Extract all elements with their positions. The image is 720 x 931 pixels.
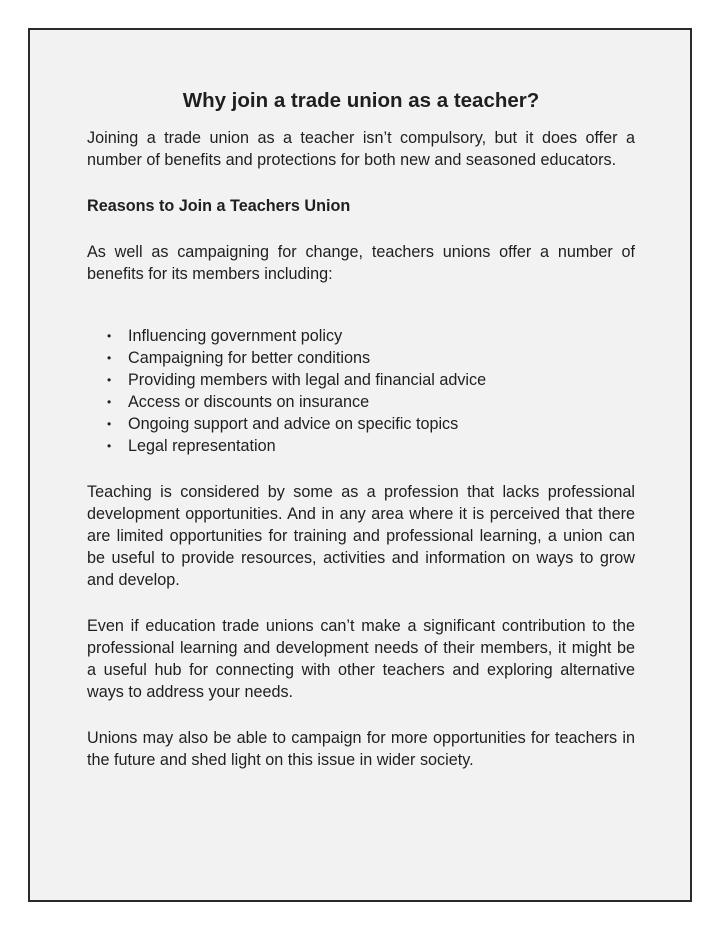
bullet-icon: • (107, 395, 112, 409)
benefits-lead-paragraph: As well as campaigning for change, teachers unions offer a number of benefits for its members including: (87, 243, 635, 283)
list-item-text: Influencing government policy (128, 327, 343, 345)
list-item (107, 369, 635, 391)
bullet-icon: • (107, 351, 112, 365)
list-item (107, 325, 635, 347)
bullet-icon: • (107, 439, 112, 453)
list-item-text: Campaigning for better conditions (128, 349, 371, 367)
section-heading: Reasons to Join a Teachers Union (87, 197, 351, 215)
list-item (107, 391, 635, 413)
list-item-text: Providing members with legal and financial advice (128, 371, 487, 389)
list-item-text: Legal representation (128, 437, 276, 455)
list-item (107, 347, 635, 369)
list-item-text: Access or discounts on insurance (128, 393, 370, 411)
body-paragraph-professional-development: Teaching is considered by some as a profession that lacks professional development opportunities. And in any area where it is perceived that there are limited opportunities for training and professional learning, a union can be useful to provide resources, activities and information on ways to grow and develop. (87, 483, 635, 589)
bullet-icon: • (107, 329, 112, 343)
bullet-icon: • (107, 417, 112, 431)
body-paragraph-connecting-hub: Even if education trade unions can’t make a significant contribution to the professional learning and development needs of their members, it might be a useful hub for connecting with other teachers and exploring alternative ways to address your needs. (87, 617, 635, 701)
intro-paragraph: Joining a trade union as a teacher isn’t compulsory, but it does offer a number of benefits and protections for both new and seasoned educators. (87, 129, 635, 169)
document-title: Why join a trade union as a teacher? (182, 89, 540, 112)
document-page (28, 28, 692, 902)
benefits-list (87, 325, 635, 457)
list-item (107, 413, 635, 435)
list-item (107, 435, 635, 457)
body-paragraph-campaign-future: Unions may also be able to campaign for more opportunities for teachers in the future and shed light on this issue in wider society. (87, 729, 635, 769)
list-item-text: Ongoing support and advice on specific topics (128, 415, 459, 433)
bullet-icon: • (107, 373, 112, 387)
document-content (87, 88, 635, 771)
